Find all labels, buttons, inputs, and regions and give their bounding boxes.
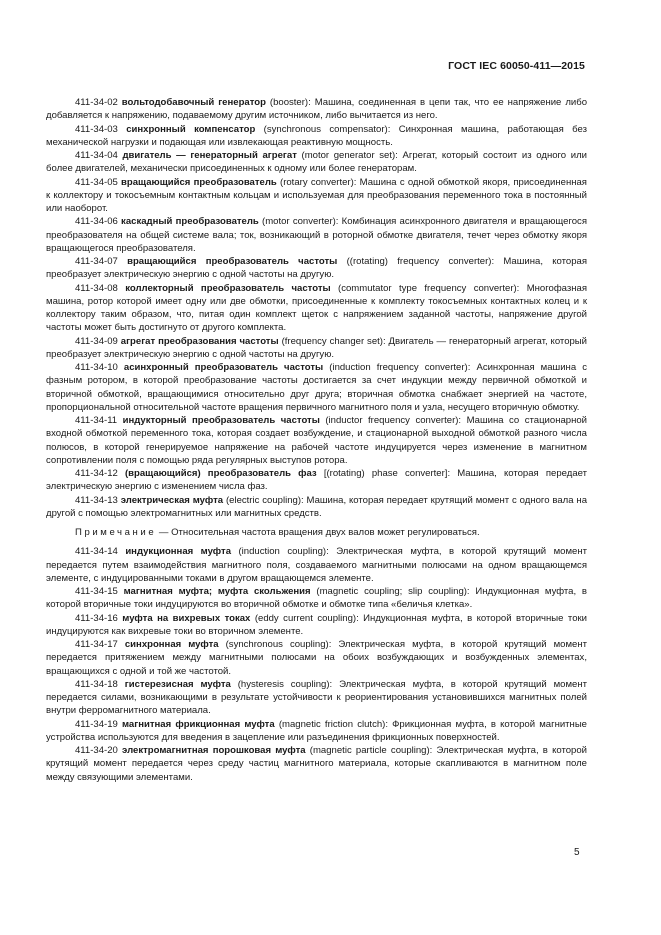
term-name: индукционная муфта (125, 546, 231, 558)
term-code: 411-34-11 (75, 415, 118, 426)
term-name: гистерезисная муфта (124, 678, 231, 690)
term-definition: (commutator type frequency converter): Многофазная машина, ротор которой имеет одну или две обмотки, присоединенные к комплекту токосъемных контактных колец и к коллектору таким образом, что, питая один комплект щеток с напряжением заданной частоты, напряжение другой частоты может быть достигнуто от другого комплекта. (46, 282, 588, 334)
term-name: двигатель — генераторный агрегат (122, 150, 297, 161)
term-definition: (electric coupling): Машина, которая передает крутящий момент с одного вала на другой с помощью электромагнитных или магнитных средств. (46, 494, 588, 519)
term-code: 411-34-02 (75, 97, 118, 108)
term-name: коллекторный преобразователь частоты (125, 282, 331, 294)
term-entry (46, 638, 587, 678)
term-name: синхронная муфта (124, 639, 219, 650)
page-number: 5 (574, 847, 580, 858)
term-code: 411-34-13 (75, 494, 118, 506)
term-name: (вращающийся) преобразователь фаз (124, 468, 317, 479)
term-entry (46, 545, 587, 585)
term-entry (46, 335, 587, 362)
term-entry (46, 612, 587, 639)
term-definition: (hysteresis coupling): Электрическая муфта, в которой крутящий момент передается силами, возникающими в результате устойчивости к реориентирования установившихся магнитных полей внутри ферромагнитного материала. (46, 678, 588, 717)
term-name: муфта на вихревых токах (122, 612, 251, 624)
note (46, 526, 587, 539)
term-name: вращающийся преобразователь частоты (127, 256, 338, 267)
term-definition: ((rotating) frequency converter): Машина, которая преобразует электрическую энергию с одной частоты на другую. (46, 256, 587, 281)
term-name: агрегат преобразования частоты (120, 335, 279, 347)
term-code: 411-34-14 (75, 546, 118, 558)
term-definition: (magnetic particle coupling): Электрическая муфта, в которой крутящий момент передается через среду частиц магнитного материала, которые скапливаются в магнитном поле между связующими элементами. (46, 745, 588, 783)
term-entry (46, 123, 587, 150)
term-entry (46, 215, 587, 255)
term-definition: (frequency changer set): Двигатель — генераторный агрегат, который преобразует электрическую энергию с одной частоты на другую. (46, 335, 588, 360)
term-entry (46, 282, 587, 335)
term-code: 411-34-06 (75, 216, 118, 228)
note-text: — Относительная частота вращения двух валов может регулироваться. (156, 527, 480, 538)
term-definition: (eddy current coupling): Индукционная муфта, в которой вторичные токи индуцируются как вихревые токи во вторичном элементе. (46, 612, 588, 637)
term-definition: (induction frequency converter): Асинхронная машина с фазным ротором, в которой преобразование частоты достигается за счет индукции между первичной обмоткой и вторичной обмоткой, вращающимися относительно друг друга; вторичная обмотка снабжает энергией на частоте, пропорциональной относительной частоте вращения первичного магнитного поля и узла, несущего вторичную обмотку. (46, 362, 587, 413)
term-code: 411-34-08 (75, 282, 118, 294)
entries-group-2 (46, 545, 587, 784)
term-definition: (magnetic friction clutch): Фрикционная муфта, в которой магнитные устройства используются для введения в зацепление или разъединения фрикционных поверхностей. (46, 718, 587, 743)
term-definition: (synchronous coupling): Электрическая муфта, в которой крутящий момент передается притяжением между магнитными полюсами на обоих возбуждающих и возбужденных элементах, вращающихся с одной и той же частотой. (46, 639, 587, 677)
term-name: индукторный преобразователь частоты (122, 415, 320, 426)
term-definition: (inductor frequency converter): Машина со стационарной входной обмоткой переменного тока, которая создает возбуждение, и стационарной выходной обмоткой разного числа полюсов, в которой генерируемое напряжение на рабочей частоте индуцируется через изменение в магнитном сопротивлении поля с помощью ряда регулярных выступов ротора. (46, 415, 587, 466)
term-code: 411-34-04 (75, 150, 118, 161)
term-name: электромагнитная порошковая муфта (122, 745, 306, 756)
term-name: вращающийся преобразователь (121, 176, 277, 188)
term-entry (46, 414, 587, 467)
term-code: 411-34-19 (75, 718, 118, 730)
standard-header: ГОСТ IEC 60050-411—2015 (448, 60, 585, 72)
note-label: Примечание (75, 527, 157, 538)
term-code: 411-34-09 (75, 335, 118, 347)
term-code: 411-34-20 (75, 745, 118, 756)
term-code: 411-34-07 (75, 256, 118, 267)
term-code: 411-34-03 (75, 123, 118, 135)
term-name: электрическая муфта (120, 494, 224, 506)
term-entry (46, 467, 587, 494)
term-entry (46, 744, 587, 784)
term-entry (46, 149, 587, 176)
term-code: 411-34-17 (75, 639, 118, 650)
term-entry (46, 176, 587, 216)
term-entry (46, 678, 587, 718)
term-entry (46, 255, 587, 282)
term-name: магнитная фрикционная муфта (122, 718, 275, 730)
term-definition: (synchronous compensator): Синхронная машина, работающая без механической нагрузки и подающая или извлекающая реактивную мощность. (46, 123, 587, 148)
term-entry (46, 494, 587, 521)
term-name: каскадный преобразователь (121, 216, 259, 228)
term-definition: (motor converter): Комбинация асинхронного двигателя и вращающегося преобразователя на общей системе вала; ток, возникающий в роторной обмотке двигателя, течет через обмотку якоря вращающегося преобразователя. (46, 216, 587, 254)
term-code: 411-34-10 (75, 362, 118, 373)
term-entry (46, 585, 587, 612)
term-definition: (magnetic coupling; slip coupling): Индукционная муфта, в которой вторичные токи индуцируются во вторичной обмотке и обмотке типа «беличья клетка». (46, 586, 587, 611)
term-code: 411-34-16 (75, 612, 118, 624)
term-definition: (rotary converter): Машина с одной обмоткой якоря, присоединенная к коллектору и токосъемным контактным кольцам и используемая для преобразования переменного тока в постоянный или наоборот. (46, 176, 587, 214)
term-name: синхронный компенсатор (126, 123, 256, 135)
term-code: 411-34-05 (75, 176, 118, 188)
term-entry (46, 361, 587, 414)
term-name: магнитная муфта; муфта скольжения (123, 586, 311, 597)
term-code: 411-34-18 (75, 678, 118, 690)
term-entry (46, 718, 587, 745)
term-definition: [(rotating) phase converter]: Машина, которая передает электрическую энергию с изменением числа фаз. (46, 468, 588, 493)
term-definition: (booster): Машина, соединенная в цепи так, что ее напряжение либо добавляется к напряжению, подаваемому другим источником, либо вычитается из него. (46, 97, 588, 122)
entries-group-1 (46, 96, 587, 520)
term-definition: (motor generator set): Агрегат, который состоит из одного или более двигателей, механически присоединенных к одному или более генераторам. (46, 150, 588, 175)
term-definition: (induction coupling): Электрическая муфта, в которой крутящий момент передается путем взаимодействия магнитного поля, создаваемого магнитными полюсами на одном вращающемся элементе, с индуцированными токами в другом вращающемся элементе. (46, 546, 588, 584)
document-body (46, 96, 587, 784)
term-entry (46, 96, 587, 123)
term-name: асинхронный преобразователь частоты (123, 362, 324, 373)
term-name: вольтодобавочный генератор (121, 97, 266, 108)
term-code: 411-34-15 (75, 586, 118, 597)
term-code: 411-34-12 (75, 468, 118, 479)
